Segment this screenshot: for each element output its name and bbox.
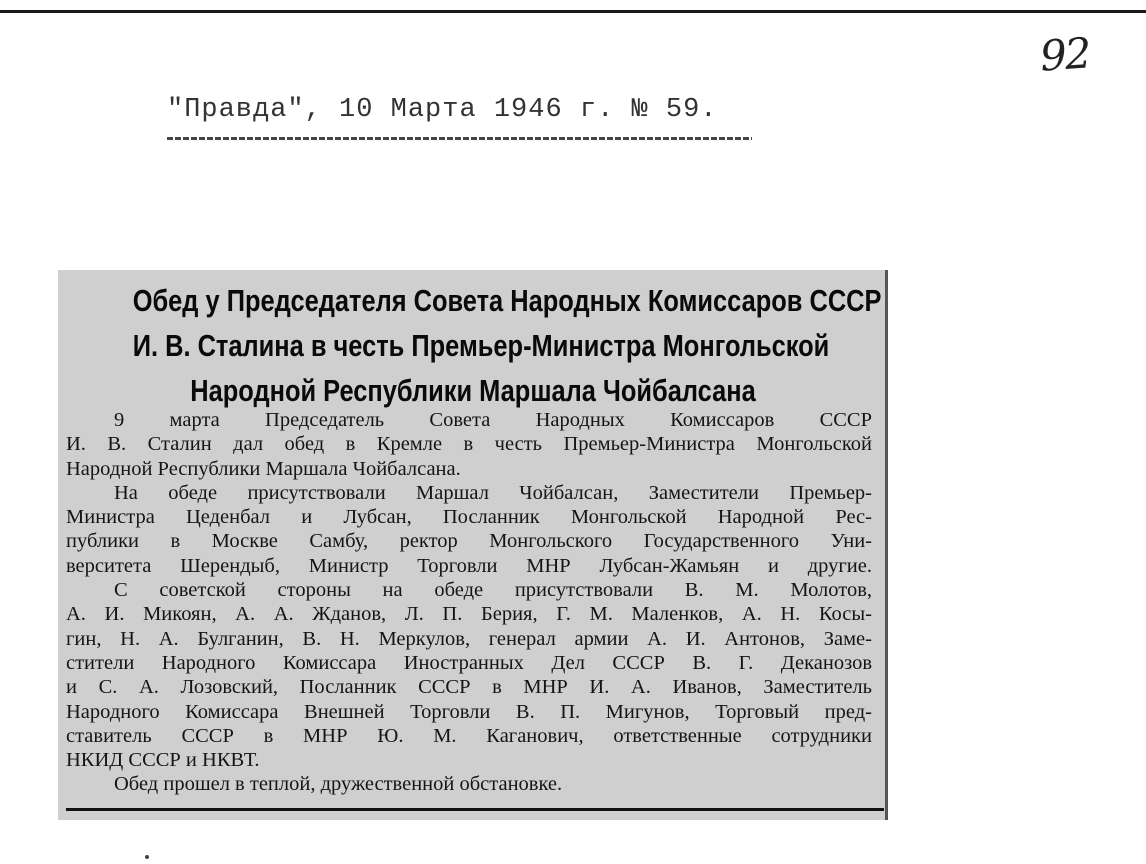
article-line: Народного Комиссара Внешней Торговли В. П. Мигунов, Торговый пред- <box>66 700 872 723</box>
article-line: верситета Шерендыб, Министр Торговли МНР Лубсан-Жамьян и другие. <box>66 554 872 577</box>
article-line: и С. А. Лозовский, Посланник СССР в МНР И. А. Иванов, Заместитель <box>66 676 872 699</box>
source-underline <box>167 137 752 140</box>
headline-line: Народной Республики Маршала Чойбалсана <box>190 373 756 408</box>
stray-ink-mark <box>145 855 149 859</box>
article-line: публики в Москве Самбу, ректор Монгольского Государственного Уни- <box>66 530 872 553</box>
article-line: А. И. Микоян, А. А. Жданов, Л. П. Берия, Г. М. Маленков, А. Н. Косы- <box>66 603 872 626</box>
article-line: С советской стороны на обеде присутствовали В. М. Молотов, <box>114 579 872 602</box>
article-line: И. В. Сталин дал обед в Кремле в честь Премьер-Министра Монгольской <box>66 433 872 456</box>
headline-line: Обед у Председателя Совета Народных Комиссаров СССР <box>132 283 882 318</box>
article-line: гин, Н. А. Булганин, В. Н. Меркулов, генерал армии А. И. Антонов, Заме- <box>66 627 872 650</box>
article-line: стители Народного Комиссара Иностранных Дел СССР В. Г. Деканозов <box>66 651 872 674</box>
clipping-edge <box>885 270 888 820</box>
top-border-line <box>0 10 1146 13</box>
article-bottom-rule <box>66 808 884 811</box>
article-line: Народной Республики Маршала Чойбалсана. <box>66 457 461 480</box>
article-body <box>66 408 872 797</box>
article-headline <box>132 278 882 413</box>
article-line: 9 марта Председатель Совета Народных Комиссаров СССР <box>114 409 872 431</box>
article-line: Министра Цеденбал и Лубсан, Посланник Монгольской Народной Рес- <box>66 506 872 529</box>
newspaper-clipping <box>58 270 888 820</box>
headline-line: И. В. Сталина в честь Премьер-Министра Монгольской <box>132 328 830 363</box>
article-line: На обеде присутствовали Маршал Чойбалсан, Заместители Премьер- <box>114 481 872 504</box>
article-line: Обед прошел в теплой, дружественной обстановке. <box>114 773 563 796</box>
page-number: 92 <box>1038 28 1092 81</box>
article-line: ставитель СССР в МНР Ю. М. Каганович, ответственные сотрудники <box>66 724 872 747</box>
source-citation: "Правда", 10 Марта 1946 г. № 59. <box>167 95 718 125</box>
article-line: НКИД СССР и НКВТ. <box>66 749 260 772</box>
